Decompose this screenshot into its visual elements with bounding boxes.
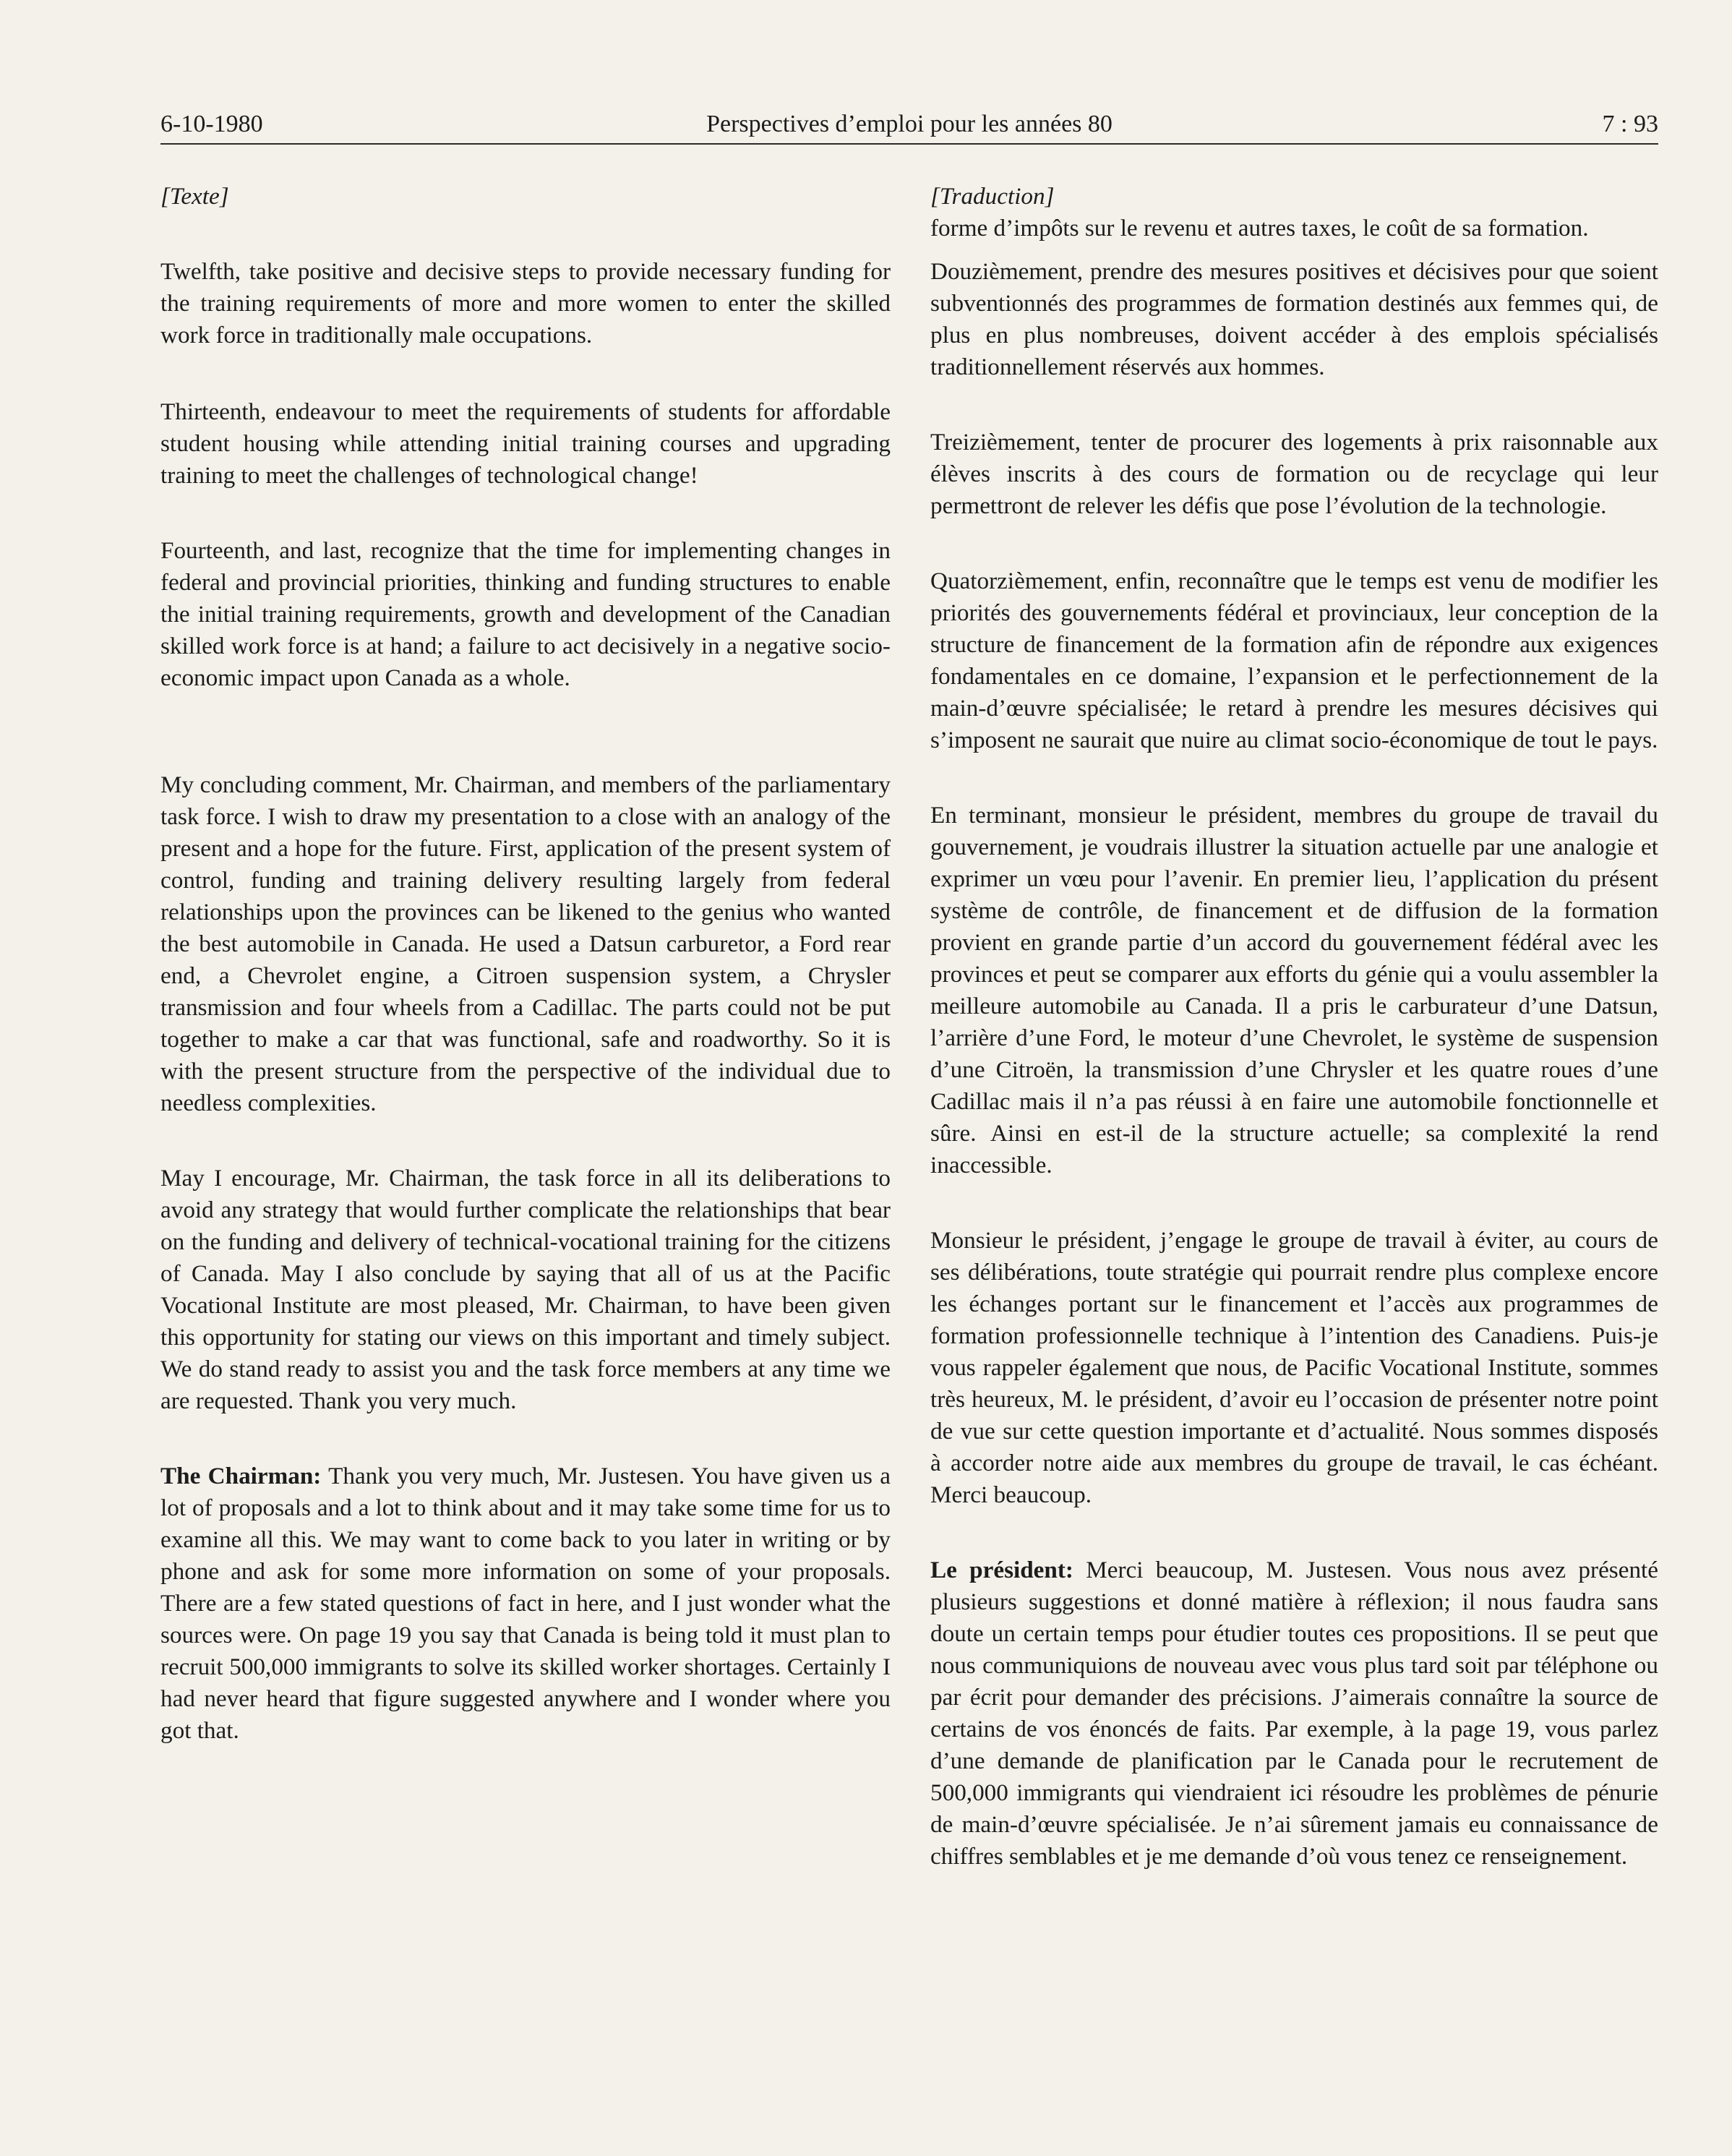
left-paragraph-6-text: Thank you very much, Mr. Justesen. You have given us a lot of proposals and a lot to think about and it may take some time for us to examine all this. We may want to come back to you later in writing or by phone and ask for some more information on some of your proposals. There are a few stated questions of fact in here, and I just wonder what the sources were. On page 19 you say that Canada is being told it must plan to recruit 500,000 immigrants to solve its skilled worker shortages. Certainly I had never heard that figure suggested anywhere and I wonder where you got that.: [160, 1463, 891, 1744]
right-paragraph-3: Treizièmement, tenter de procurer des logements à prix raisonnable aux élèves inscrits à des cours de formation ou de recyclage qui leur permettront de relever les défis que pose l’évolution de la technologie.: [930, 429, 1658, 519]
left-paragraph-1: Twelfth, take positive and decisive steps to provide necessary funding for the training requirements of more and more women to enter the skilled work force in traditionally male occupations.: [160, 258, 891, 348]
left-column-label: [Texte]: [160, 183, 229, 210]
right-paragraph-2: Douzièmement, prendre des mesures positives et décisives pour que soient subventionnés des programmes de formation destinés aux femmes qui, de plus en plus nombreuses, doivent accéder à des emplois spécialisés traditionnellement réservés aux hommes.: [930, 258, 1658, 380]
right-paragraph-4: Quatorzièmement, enfin, reconnaître que le temps est venu de modifier les priorités des gouvernements fédéral et provinciaux, leur conception de la structure de financement de la formation afin de répondre aux exigences fondamentales en ce domaine, l’expansion et le perfectionnement de la main-d’œuvre spécialisée; le retard à prendre les mesures décisives qui s’imposent ne saurait que nuire au climat socio-économique de tout le pays.: [930, 568, 1658, 753]
right-column-label: [Traduction]: [930, 183, 1055, 210]
left-column: [160, 181, 891, 1747]
right-paragraph-5: En terminant, monsieur le président, membres du groupe de travail du gouvernement, je voudrais illustrer la situation actuelle par une analogie et exprimer un vœu pour l’avenir. En premier lieu, l’application du présent système de contrôle, de financement et de diffusion de la formation provient en grande partie d’un accord du gouvernement fédéral avec les provinces et peut se comparer aux efforts du génie qui a voulu assembler la meilleure automobile au Canada. Il a pris le carburateur d’une Datsun, l’arrière d’une Ford, le moteur d’une Chevrolet, le système de suspension d’une Citroën, la transmission d’une Chrysler et les quatre roues d’une Cadillac mais il n’a pas réussi à en faire une automobile fonctionnelle et sûre. Ainsi en est-il de la structure actuelle; sa complexité la rend inaccessible.: [930, 802, 1658, 1178]
right-column: [930, 181, 1658, 1873]
right-paragraph-7: [930, 1554, 1658, 1873]
left-speaker-name: The Chairman:: [160, 1463, 322, 1489]
header-page-number: 7 : 93: [1602, 111, 1658, 137]
right-speaker-name: Le président:: [930, 1557, 1073, 1583]
left-paragraph-4: My concluding comment, Mr. Chairman, and members of the parliamentary task force. I wish to draw my presentation to a close with an analogy of the present and a hope for the future. First, application of the present system of control, funding and training delivery resulting largely from federal relationships upon the provinces can be likened to the genius who wanted the best automobile in Canada. He used a Datsun carburetor, a Ford rear end, a Chevrolet engine, a Citroen suspension system, a Chrysler transmission and four wheels from a Cadillac. The parts could not be put together to make a car that was functional, safe and roadworthy. So it is with the present structure from the perspective of the individual due to needless complexities.: [160, 771, 891, 1116]
right-paragraph-7-text: Merci beaucoup, M. Justesen. Vous nous avez présenté plusieurs suggestions et donné matière à réflexion; il nous faudra sans doute un certain temps pour étudier toutes ces propositions. Il se peut que nous communiquions de nouveau avec vous plus tard soit par téléphone ou par écrit pour demander des précisions. J’aimerais connaître la source de certains de vos énoncés de faits. Par exemple, à la page 19, vous parlez d’une demande de planification par le Canada pour le recrutement de 500,000 immigrants qui viendraient ici résoudre les problèmes de pénurie de main-d’œuvre spécialisée. Je n’ai sûrement jamais eu connaissance de chiffres semblables et je me demande d’où vous tenez ce renseignement.: [930, 1557, 1658, 1870]
right-paragraph-1: forme d’impôts sur le revenu et autres taxes, le coût de sa formation.: [930, 215, 1589, 241]
left-paragraph-2: Thirteenth, endeavour to meet the requirements of students for affordable student housing while attending initial training courses and upgrading training to meet the challenges of technological change!: [160, 398, 891, 489]
header-date: 6-10-1980: [160, 111, 263, 137]
page-header: [160, 103, 1658, 146]
left-paragraph-5: May I encourage, Mr. Chairman, the task force in all its deliberations to avoid any strategy that would further complicate the relationships that bear on the funding and delivery of technical-vocational training for the citizens of Canada. May I also conclude by saying that all of us at the Pacific Vocational Institute are most pleased, Mr. Chairman, to have been given this opportunity for stating our views on this important and timely subject. We do stand ready to assist you and the task force members at any time we are requested. Thank you very much.: [160, 1165, 891, 1414]
right-paragraph-6: Monsieur le président, j’engage le groupe de travail à éviter, au cours de ses délibérations, toute stratégie qui pourrait rendre plus complexe encore les échanges portant sur le financement et l’accès aux programmes de formation professionnelle technique à l’intention des Canadiens. Puis-je vous rappeler également que nous, de Pacific Vocational Institute, sommes très heureux, M. le président, d’avoir eu l’occasion de présenter notre point de vue sur cette question importante et d’actualité. Nous sommes disposés à accorder notre aide aux membres du groupe de travail, le cas échéant. Merci beaucoup.: [930, 1227, 1658, 1508]
header-rule: [160, 143, 1658, 145]
left-paragraph-3: Fourteenth, and last, recognize that the time for implementing changes in federal and provincial priorities, thinking and funding structures to enable the initial training requirements, growth and development of the Canadian skilled work force is at hand; a failure to act decisively in a negative socio-economic impact upon Canada as a whole.: [160, 537, 891, 691]
header-title: Perspectives d’emploi pour les années 80: [706, 111, 1112, 137]
left-paragraph-6: [160, 1460, 891, 1747]
